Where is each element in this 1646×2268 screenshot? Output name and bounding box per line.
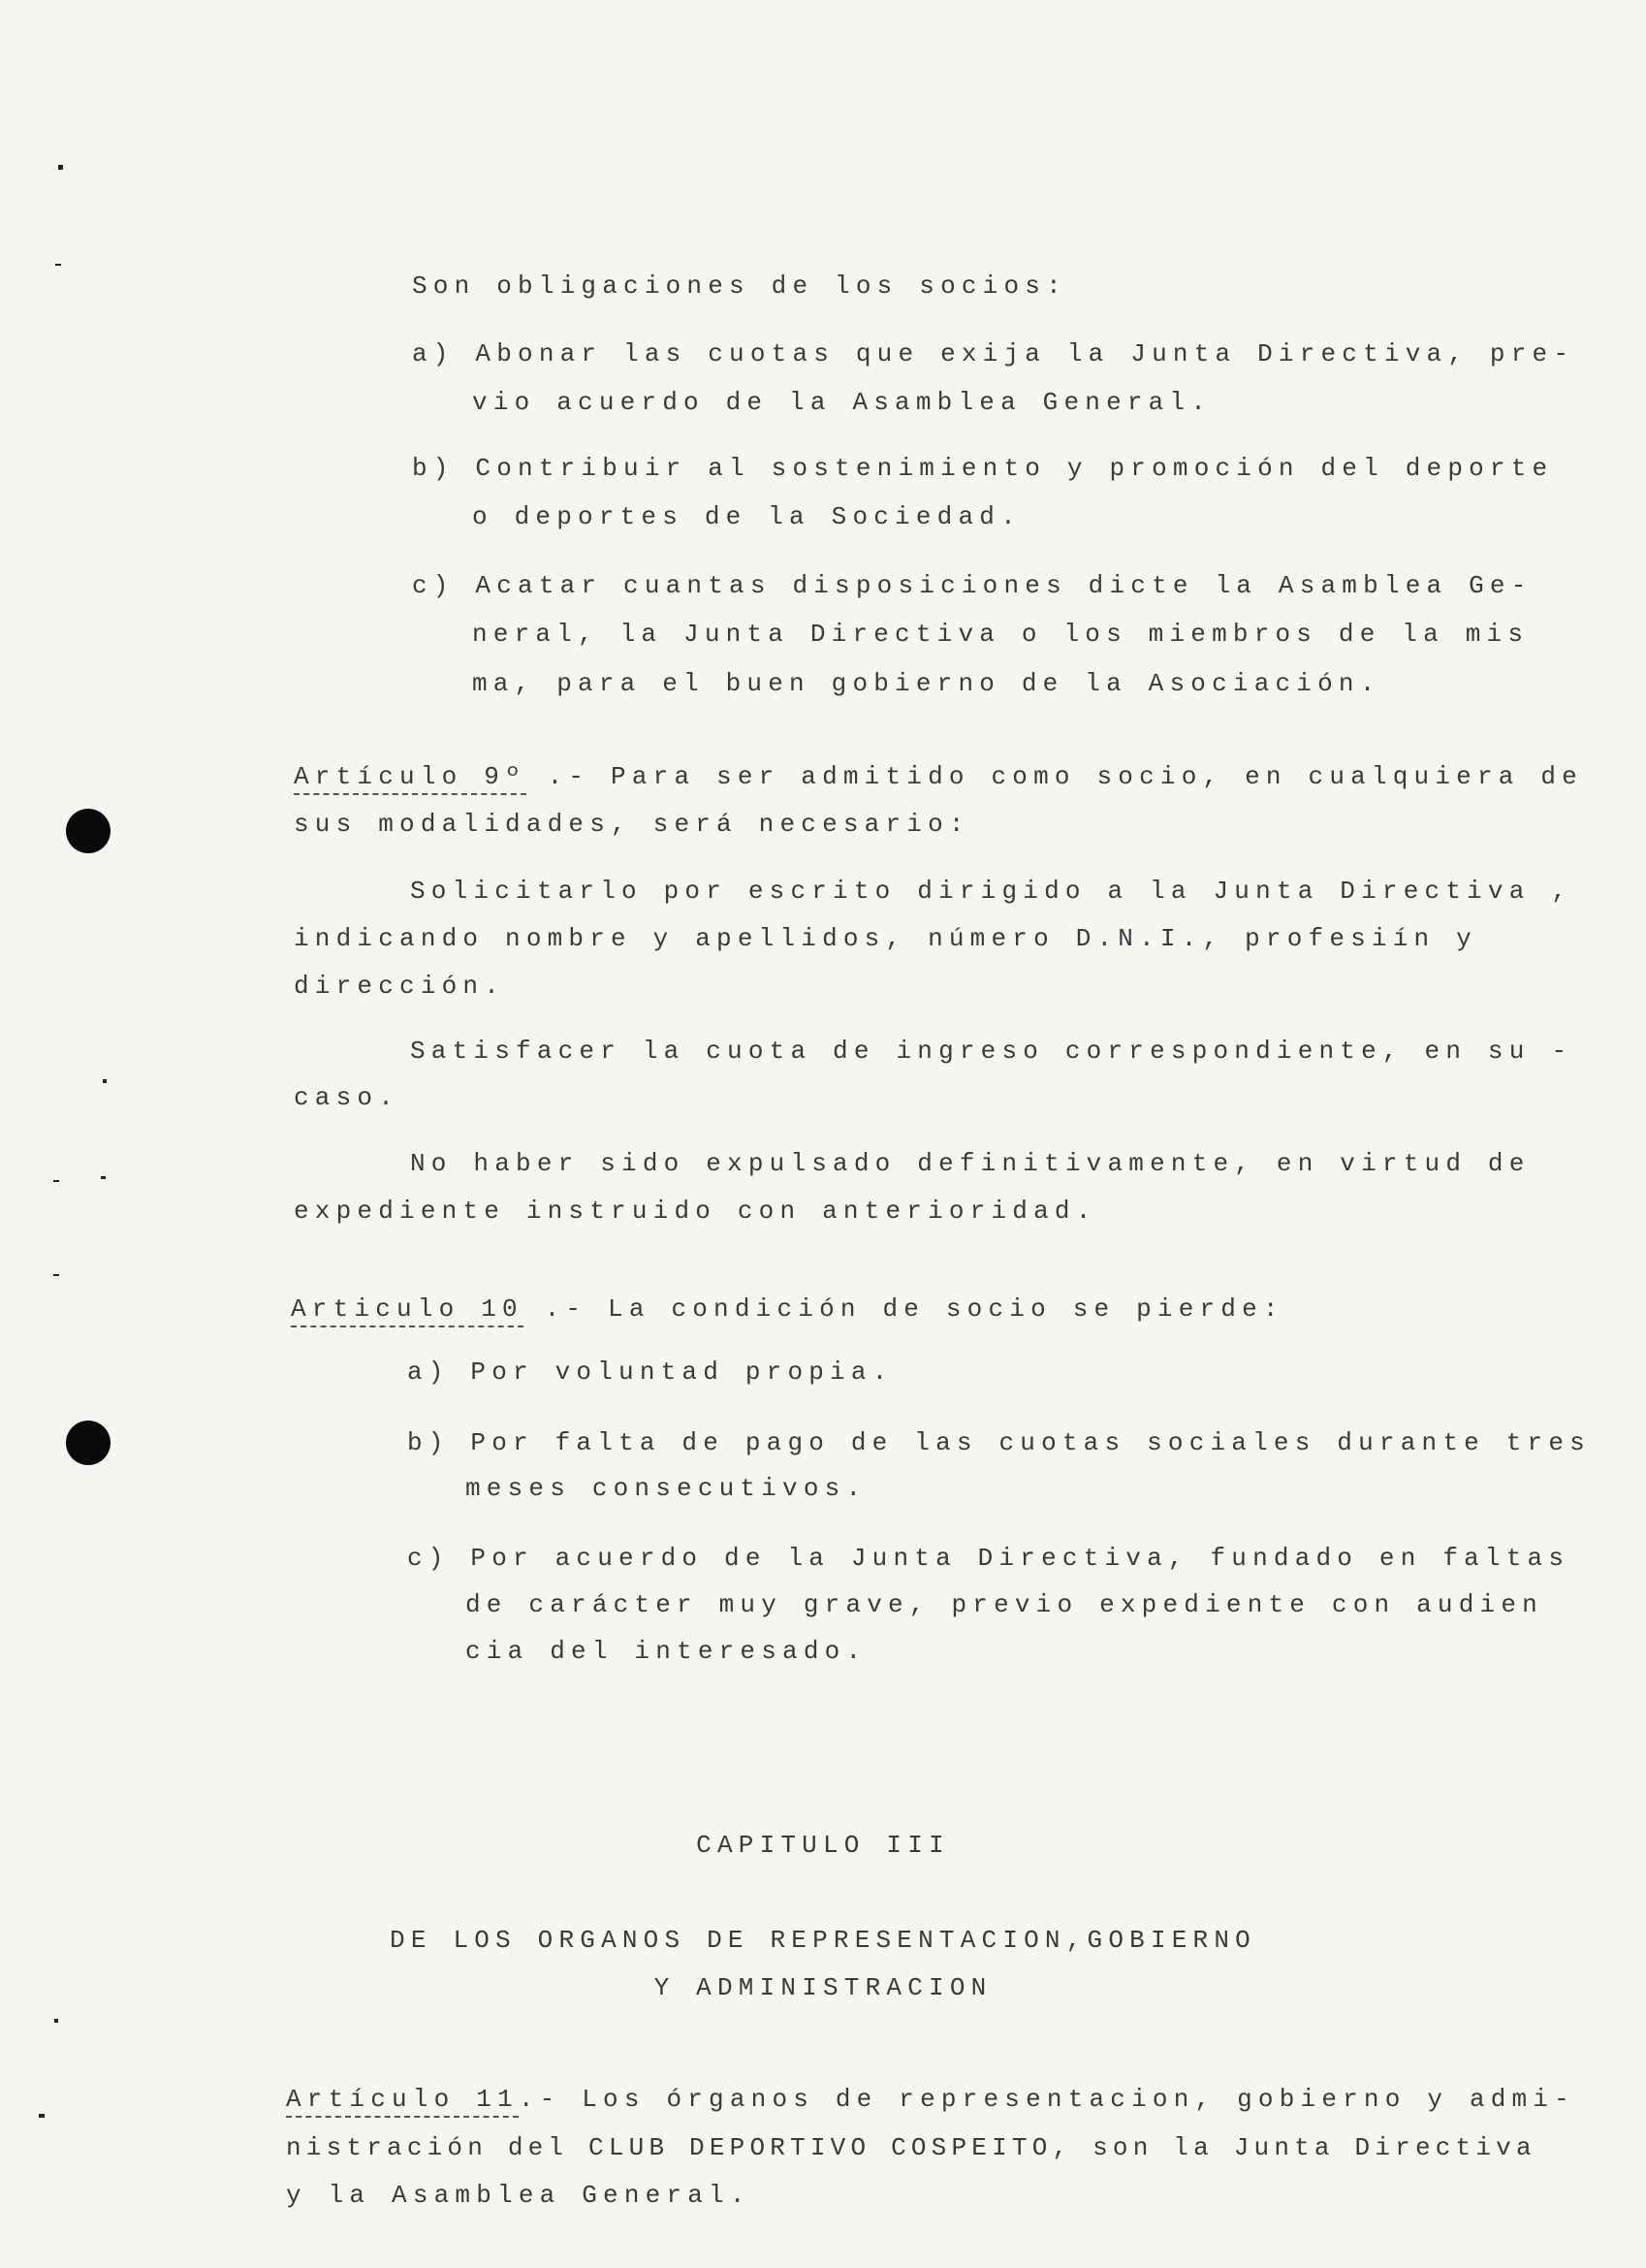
- article-10-label: Articulo 10: [291, 1294, 523, 1327]
- obligation-a-line-1: a) Abonar las cuotas que exija la Junta Directiva, pre-: [412, 339, 1575, 368]
- article-10-line-1: .- La condición de socio se pierde:: [522, 1294, 1284, 1324]
- article-10-item-b-line-1: b) Por falta de pago de las cuotas sociales durante tres: [407, 1428, 1591, 1457]
- article-10-item-c-line-3: cia del interesado.: [465, 1637, 868, 1666]
- article-11-line-3: y la Asamblea General.: [286, 2181, 751, 2210]
- article-9-para-2-line-2: caso.: [294, 1083, 400, 1112]
- article-10-heading: [291, 1293, 1284, 1326]
- article-10-item-c-line-2: de carácter muy grave, previo expediente con audien: [465, 1590, 1543, 1619]
- speck: [55, 264, 61, 266]
- obligation-b-line-2: o deportes de la Sociedad.: [472, 502, 1022, 531]
- speck: [54, 2019, 58, 2023]
- speck: [53, 1180, 59, 1182]
- obligation-c-line-2: neral, la Junta Directiva o los miembros de la mis: [472, 620, 1530, 649]
- speck: [101, 1176, 106, 1179]
- chapter-subtitle-line-2: Y ADMINISTRACION: [653, 1973, 993, 2002]
- article-9-label: Artículo 9º: [294, 762, 526, 795]
- obligation-c-line-3: ma, para el buen gobierno de la Asociación.: [472, 669, 1381, 698]
- article-9-para-1-line-1: Solicitarlo por escrito dirigido a la Junta Directiva ,: [410, 877, 1573, 906]
- punch-hole-top: [66, 809, 111, 853]
- obligations-intro: Son obligaciones de los socios:: [412, 272, 1067, 301]
- article-10-item-c-line-1: c) Por acuerdo de la Junta Directiva, fundado en faltas: [407, 1544, 1570, 1573]
- speck: [58, 165, 63, 170]
- article-9-line-2: sus modalidades, será necesario:: [294, 810, 970, 839]
- chapter-title: CAPITULO III: [696, 1831, 950, 1860]
- article-9-para-3-line-2: expediente instruido con anterioridad.: [294, 1197, 1097, 1226]
- article-10-item-b-line-2: meses consecutivos.: [465, 1474, 868, 1503]
- punch-hole-bottom: [66, 1421, 111, 1465]
- speck: [39, 2114, 45, 2118]
- obligation-b-line-1: b) Contribuir al sostenimiento y promoción del deporte: [412, 454, 1554, 483]
- speck: [53, 1274, 59, 1276]
- speck: [103, 1079, 107, 1083]
- article-10-item-a: a) Por voluntad propia.: [407, 1358, 894, 1387]
- obligation-c-line-1: c) Acatar cuantas disposiciones dicte la Asamblea Ge-: [412, 571, 1533, 600]
- article-9-para-3-line-1: No haber sido expulsado definitivamente, en virtud de: [410, 1149, 1531, 1178]
- article-9-para-2-line-1: Satisfacer la cuota de ingreso correspondiente, en su -: [410, 1037, 1573, 1066]
- article-11-heading: [286, 2083, 1575, 2116]
- article-9-heading: [294, 760, 1583, 793]
- article-9-para-1-line-2: indicando nombre y apellidos, número D.N.I., profesiín y: [294, 924, 1477, 953]
- article-9-line-1: .- Para ser admitido como socio, en cualquiera de: [525, 762, 1583, 791]
- obligation-a-line-2: vio acuerdo de la Asamblea General.: [472, 388, 1213, 417]
- article-11-line-2: nistración del CLUB DEPORTIVO COSPEITO, son la Junta Directiva: [286, 2133, 1536, 2162]
- article-11-label: Artículo 11: [286, 2085, 519, 2118]
- article-9-para-1-line-3: dirección.: [294, 972, 506, 1001]
- chapter-subtitle-line-1: DE LOS ORGANOS DE REPRESENTACION,GOBIERNO: [390, 1926, 1256, 1955]
- article-11-line-1: .- Los órganos de representacion, gobierno y admi-: [518, 2085, 1575, 2114]
